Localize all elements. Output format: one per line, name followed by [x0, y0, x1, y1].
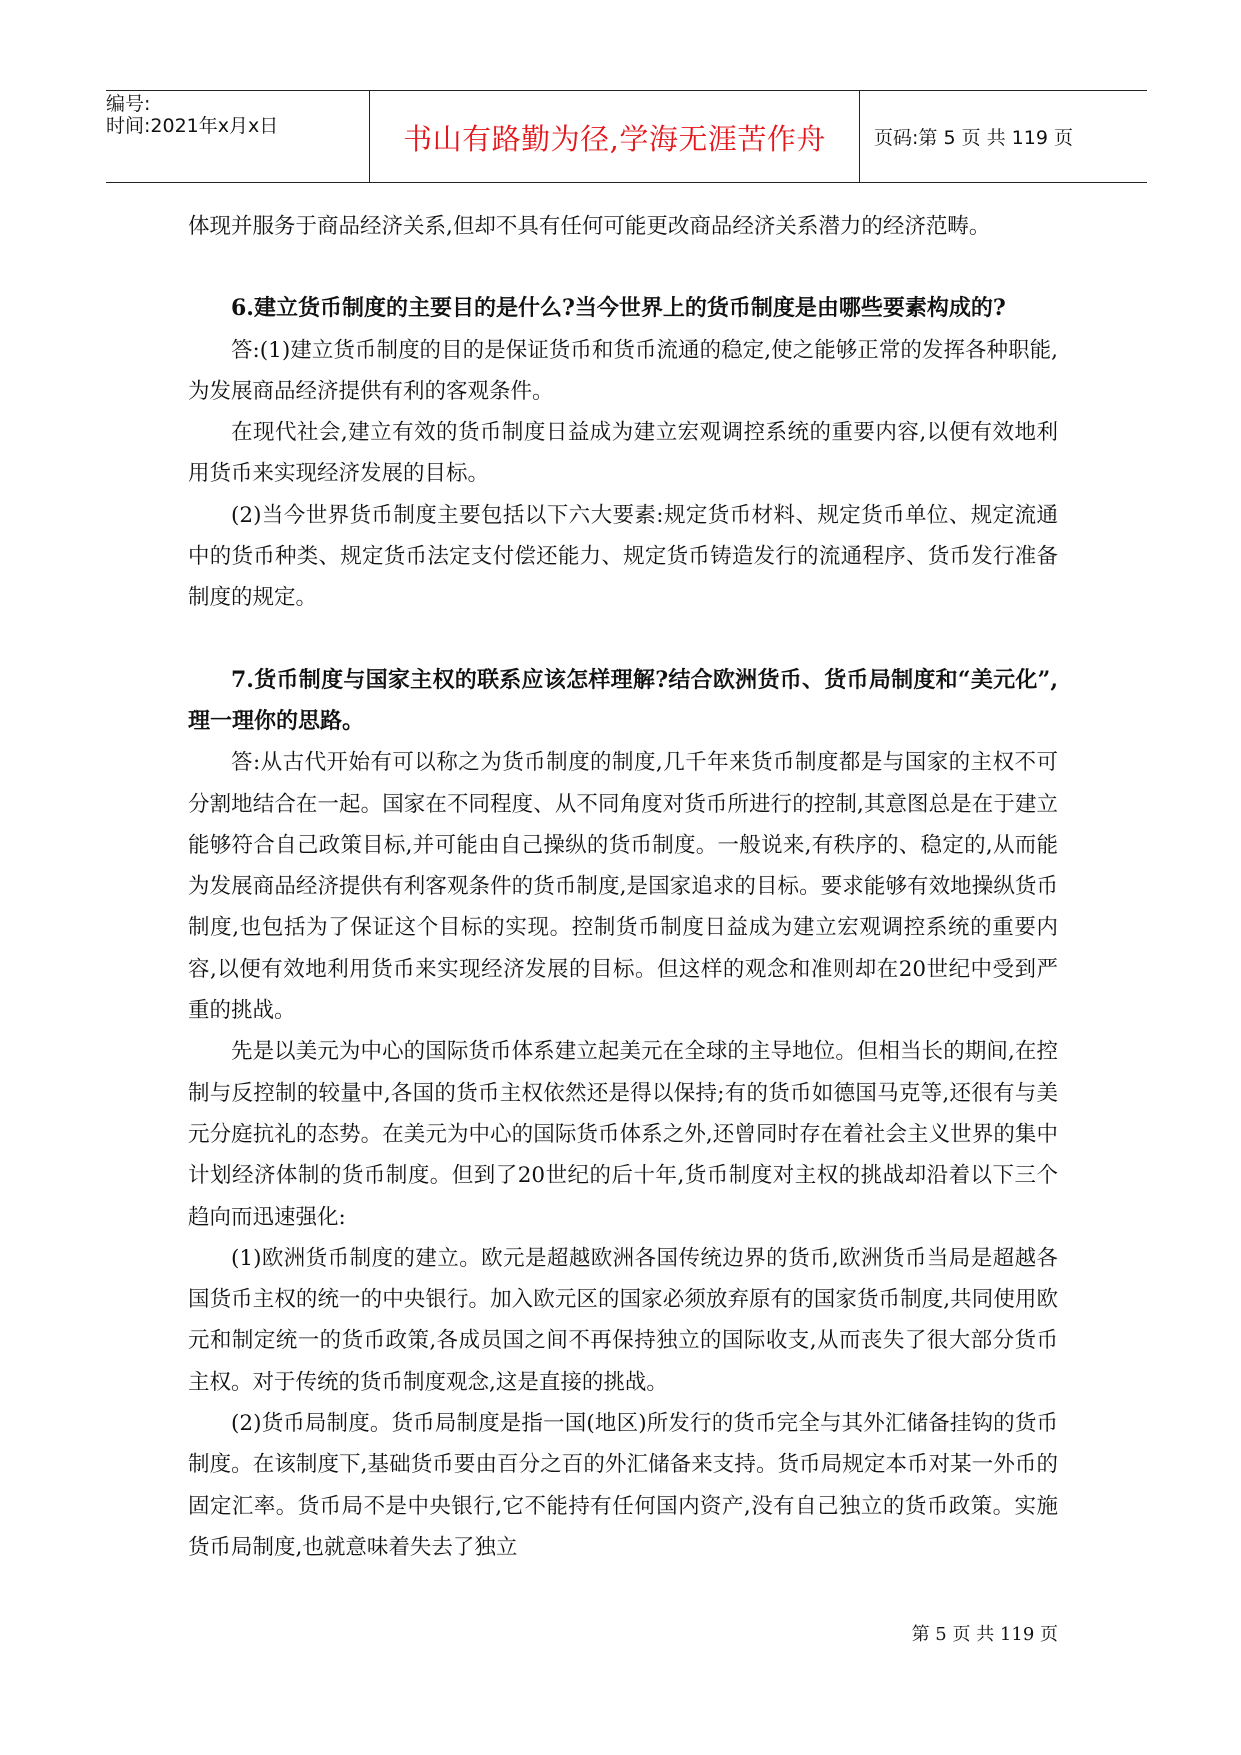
header-motto-cell [370, 91, 860, 182]
question-7-heading: 7.货币制度与国家主权的联系应该怎样理解?结合欧洲货币、货币局制度和“美元化”,理一理你的思路。 [188, 666, 1058, 734]
question-6-answer-part-1: 答:(1)建立货币制度的目的是保证货币和货币流通的稳定,使之能够正常的发挥各种职能,为发展商品经济提供有利的客观条件。 [188, 337, 1058, 404]
header-page-code: 页码:第 5 页 共 119 页 [874, 127, 1073, 149]
question-6-answer-part-3: (2)当今世界货币制度主要包括以下六大要素:规定货币材料、规定货币单位、规定流通中的货币种类、规定货币法定支付偿还能力、规定货币铸造发行的流通程序、货币发行准备制度的规定。 [188, 502, 1058, 611]
paragraph-continuation: 体现并服务于商品经济关系,但却不具有任何可能更改商品经济关系潜力的经济范畴。 [188, 214, 991, 239]
page-header [106, 90, 1147, 183]
question-7-answer-part-1: 答:从古代开始有可以称之为货币制度的制度,几千年来货币制度都是与国家的主权不可分割地结合在一起。国家在不同程度、从不同角度对货币所进行的控制,其意图总是在于建立能够符合自己政策目标,并可能由自己操纵的货币制度。一般说来,有秩序的、稳定的,从而能为发展商品经济提供有利客观条件的货币制度,是国家追求的目标。要求能够有效地操纵货币制度,也包括为了保证这个目标的实现。控制货币制度日益成为建立宏观调控系统的重要内容,以便有效地利用货币来实现经济发展的目标。但这样的观念和准则却在20世纪中受到严重的挑战。 [188, 750, 1058, 1024]
question-7-answer-part-3: (1)欧洲货币制度的建立。欧元是超越欧洲各国传统边界的货币,欧洲货币当局是超越各国货币主权的统一的中央银行。加入欧元区的国家必须放弃原有的国家货币制度,共同使用欧元和制定统一的货币政策,各成员国之间不再保持独立的国际收支,从而丧失了很大部分货币主权。对于传统的货币制度观念,这是直接的挑战。 [188, 1245, 1058, 1395]
header-motto: 书山有路勤为径,学海无涯苦作舟 [403, 122, 826, 156]
spacer [188, 619, 1058, 660]
document-number-label: 编号: [106, 93, 151, 115]
question-6-heading: 6.建立货币制度的主要目的是什么?当今世界上的货币制度是由哪些要素构成的? [231, 295, 1006, 322]
header-left-cell [106, 91, 370, 182]
question-7-answer-part-4: (2)货币局制度。货币局制度是指一国(地区)所发行的货币完全与其外汇储备挂钩的货币制度。在该制度下,基础货币要由百分之百的外汇储备来支持。货币局规定本币对某一外币的固定汇率。货币局不是中央银行,它不能持有任何国内资产,没有自己独立的货币政策。实施货币局制度,也就意味着失去了独立 [188, 1411, 1058, 1560]
question-6-answer-part-2: 在现代社会,建立有效的货币制度日益成为建立宏观调控系统的重要内容,以便有效地利用货币来实现经济发展的目标。 [188, 420, 1058, 487]
document-body [188, 206, 1058, 1568]
question-7-answer-part-2: 先是以美元为中心的国际货币体系建立起美元在全球的主导地位。但相当长的期间,在控制与反控制的较量中,各国的货币主权依然还是得以保持;有的货币如德国马克等,还很有与美元分庭抗礼的态势。在美元为中心的国际货币体系之外,还曾同时存在着社会主义世界的集中计划经济体制的货币制度。但到了20世纪的后十年,货币制度对主权的挑战却沿着以下三个趋向而迅速强化: [188, 1039, 1058, 1230]
spacer [188, 247, 1058, 288]
document-time-label: 时间:2021年x月x日 [106, 115, 279, 137]
page-footer-number: 第 5 页 共 119 页 [911, 1624, 1058, 1645]
header-right-cell [860, 91, 1147, 182]
